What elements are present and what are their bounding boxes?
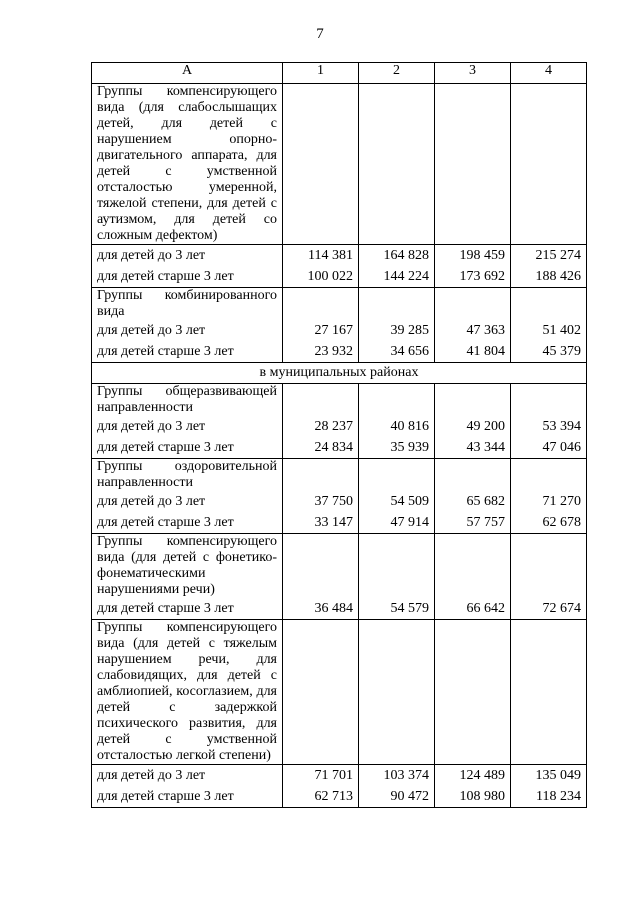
value: 45 379 — [542, 344, 581, 359]
value: 124 489 — [459, 768, 505, 783]
value-cell — [511, 534, 587, 620]
value: 103 374 — [383, 768, 429, 783]
row-label-cell — [92, 765, 283, 808]
value-cell — [359, 765, 435, 808]
header-cell: 2 — [359, 63, 435, 84]
value: 198 459 — [459, 248, 505, 263]
value-cell — [359, 84, 435, 245]
spacer — [516, 384, 581, 416]
spacer — [440, 288, 505, 320]
table-row — [92, 459, 587, 534]
value-cell — [359, 620, 435, 765]
value: 108 980 — [459, 789, 505, 804]
value: 215 274 — [535, 248, 581, 263]
header-cell: 3 — [435, 63, 511, 84]
value: 41 804 — [466, 344, 505, 359]
value: 34 656 — [390, 344, 429, 359]
row-label-cell — [92, 245, 283, 288]
value: 23 932 — [314, 344, 353, 359]
age-label: для детей старше 3 лет — [97, 440, 234, 455]
value-cell — [283, 384, 359, 459]
group-title: Группы комбинированного вида — [97, 288, 277, 319]
value: 54 509 — [390, 494, 429, 509]
spacer — [364, 534, 429, 598]
table-row — [92, 384, 587, 459]
value-cell — [511, 84, 587, 245]
value-cell — [359, 534, 435, 620]
section-row — [92, 363, 587, 384]
value-cell — [511, 384, 587, 459]
tariff-table — [91, 62, 587, 808]
table-row — [92, 765, 587, 808]
row-label-cell — [92, 288, 283, 363]
age-label: для детей старше 3 лет — [97, 515, 234, 530]
value-cell — [435, 459, 511, 534]
spacer — [364, 384, 429, 416]
value-cell — [511, 459, 587, 534]
spacer — [288, 384, 353, 416]
spacer — [364, 459, 429, 491]
spacer — [288, 534, 353, 598]
row-label-cell — [92, 534, 283, 620]
row-label-cell — [92, 384, 283, 459]
value: 33 147 — [314, 515, 353, 530]
value-cell — [283, 288, 359, 363]
value-cell — [435, 384, 511, 459]
value-cell — [283, 765, 359, 808]
spacer — [516, 288, 581, 320]
table-row — [92, 84, 587, 245]
header-row — [92, 63, 587, 84]
value: 40 816 — [390, 419, 429, 434]
value-cell — [511, 288, 587, 363]
value: 51 402 — [542, 323, 581, 338]
value: 66 642 — [466, 601, 505, 616]
spacer — [364, 288, 429, 320]
value: 47 914 — [390, 515, 429, 530]
value: 65 682 — [466, 494, 505, 509]
spacer — [440, 534, 505, 598]
value: 37 750 — [314, 494, 353, 509]
age-label: для детей старше 3 лет — [97, 344, 234, 359]
value: 71 701 — [314, 768, 353, 783]
spacer — [516, 459, 581, 491]
row-label-cell — [92, 459, 283, 534]
value: 188 426 — [535, 269, 581, 284]
value: 62 678 — [542, 515, 581, 530]
value: 39 285 — [390, 323, 429, 338]
value: 47 046 — [542, 440, 581, 455]
value: 62 713 — [314, 789, 353, 804]
value-cell — [283, 245, 359, 288]
value-cell — [435, 620, 511, 765]
value: 36 484 — [314, 601, 353, 616]
value: 164 828 — [383, 248, 429, 263]
spacer — [440, 459, 505, 491]
value: 43 344 — [466, 440, 505, 455]
spacer — [516, 534, 581, 598]
value: 57 757 — [466, 515, 505, 530]
page-number: 7 — [316, 26, 324, 42]
value: 118 234 — [536, 789, 581, 804]
header-cell: А — [92, 63, 283, 84]
value-cell — [359, 245, 435, 288]
spacer — [288, 288, 353, 320]
row-label-cell — [92, 84, 283, 245]
value: 135 049 — [535, 768, 581, 783]
group-title: Группы компенсирующего вида (для слабослышащих детей, для детей с нарушением опорно-двигательного аппарата, для детей с умственной отсталостью умеренной, тяжелой степени, для детей с аутизмом, для детей со сложным дефектом) — [97, 84, 277, 243]
value-cell — [435, 245, 511, 288]
value-cell — [511, 620, 587, 765]
value: 90 472 — [390, 789, 429, 804]
age-label: для детей до 3 лет — [97, 768, 206, 783]
value: 114 381 — [308, 248, 353, 263]
age-label: для детей до 3 лет — [97, 419, 206, 434]
value: 35 939 — [390, 440, 429, 455]
group-title: Группы оздоровительной направленности — [97, 459, 277, 490]
value-cell — [435, 534, 511, 620]
table-row — [92, 620, 587, 765]
group-title: Группы компенсирующего вида (для детей с фонетико-фонематическими нарушениями речи) — [97, 534, 277, 597]
value-cell — [511, 765, 587, 808]
value: 71 270 — [542, 494, 581, 509]
table-row — [92, 245, 587, 288]
spacer — [288, 459, 353, 491]
value: 54 579 — [390, 601, 429, 616]
header-cell: 1 — [283, 63, 359, 84]
value: 72 674 — [542, 601, 581, 616]
age-label: для детей старше 3 лет — [97, 601, 234, 616]
row-label-cell — [92, 620, 283, 765]
value: 49 200 — [466, 419, 505, 434]
value: 47 363 — [466, 323, 505, 338]
age-label: для детей старше 3 лет — [97, 789, 234, 804]
value-cell — [283, 620, 359, 765]
value-cell — [435, 288, 511, 363]
value-cell — [435, 84, 511, 245]
value-cell — [359, 288, 435, 363]
value-cell — [283, 84, 359, 245]
value: 144 224 — [383, 269, 429, 284]
group-title: Группы общеразвивающей направленности — [97, 384, 277, 415]
group-title: Группы компенсирующего вида (для детей с тяжелым нарушением речи, для слабовидящих, для детей с амблиопией, косоглазием, для детей с задержкой психического развития, для детей с умственной отсталостью легкой степени) — [97, 620, 277, 763]
age-label: для детей старше 3 лет — [97, 269, 234, 284]
table-row — [92, 288, 587, 363]
value: 100 022 — [307, 269, 353, 284]
value-cell — [283, 459, 359, 534]
spacer — [440, 384, 505, 416]
value: 28 237 — [314, 419, 353, 434]
section-title: в муниципальных районах — [92, 363, 587, 384]
value: 27 167 — [314, 323, 353, 338]
value: 53 394 — [542, 419, 581, 434]
age-label: для детей до 3 лет — [97, 248, 206, 263]
value-cell — [435, 765, 511, 808]
value: 24 834 — [314, 440, 353, 455]
value: 173 692 — [459, 269, 505, 284]
table-row — [92, 534, 587, 620]
age-label: для детей до 3 лет — [97, 323, 206, 338]
value-cell — [283, 534, 359, 620]
value-cell — [359, 384, 435, 459]
value-cell — [359, 459, 435, 534]
age-label: для детей до 3 лет — [97, 494, 206, 509]
header-cell: 4 — [511, 63, 587, 84]
value-cell — [511, 245, 587, 288]
